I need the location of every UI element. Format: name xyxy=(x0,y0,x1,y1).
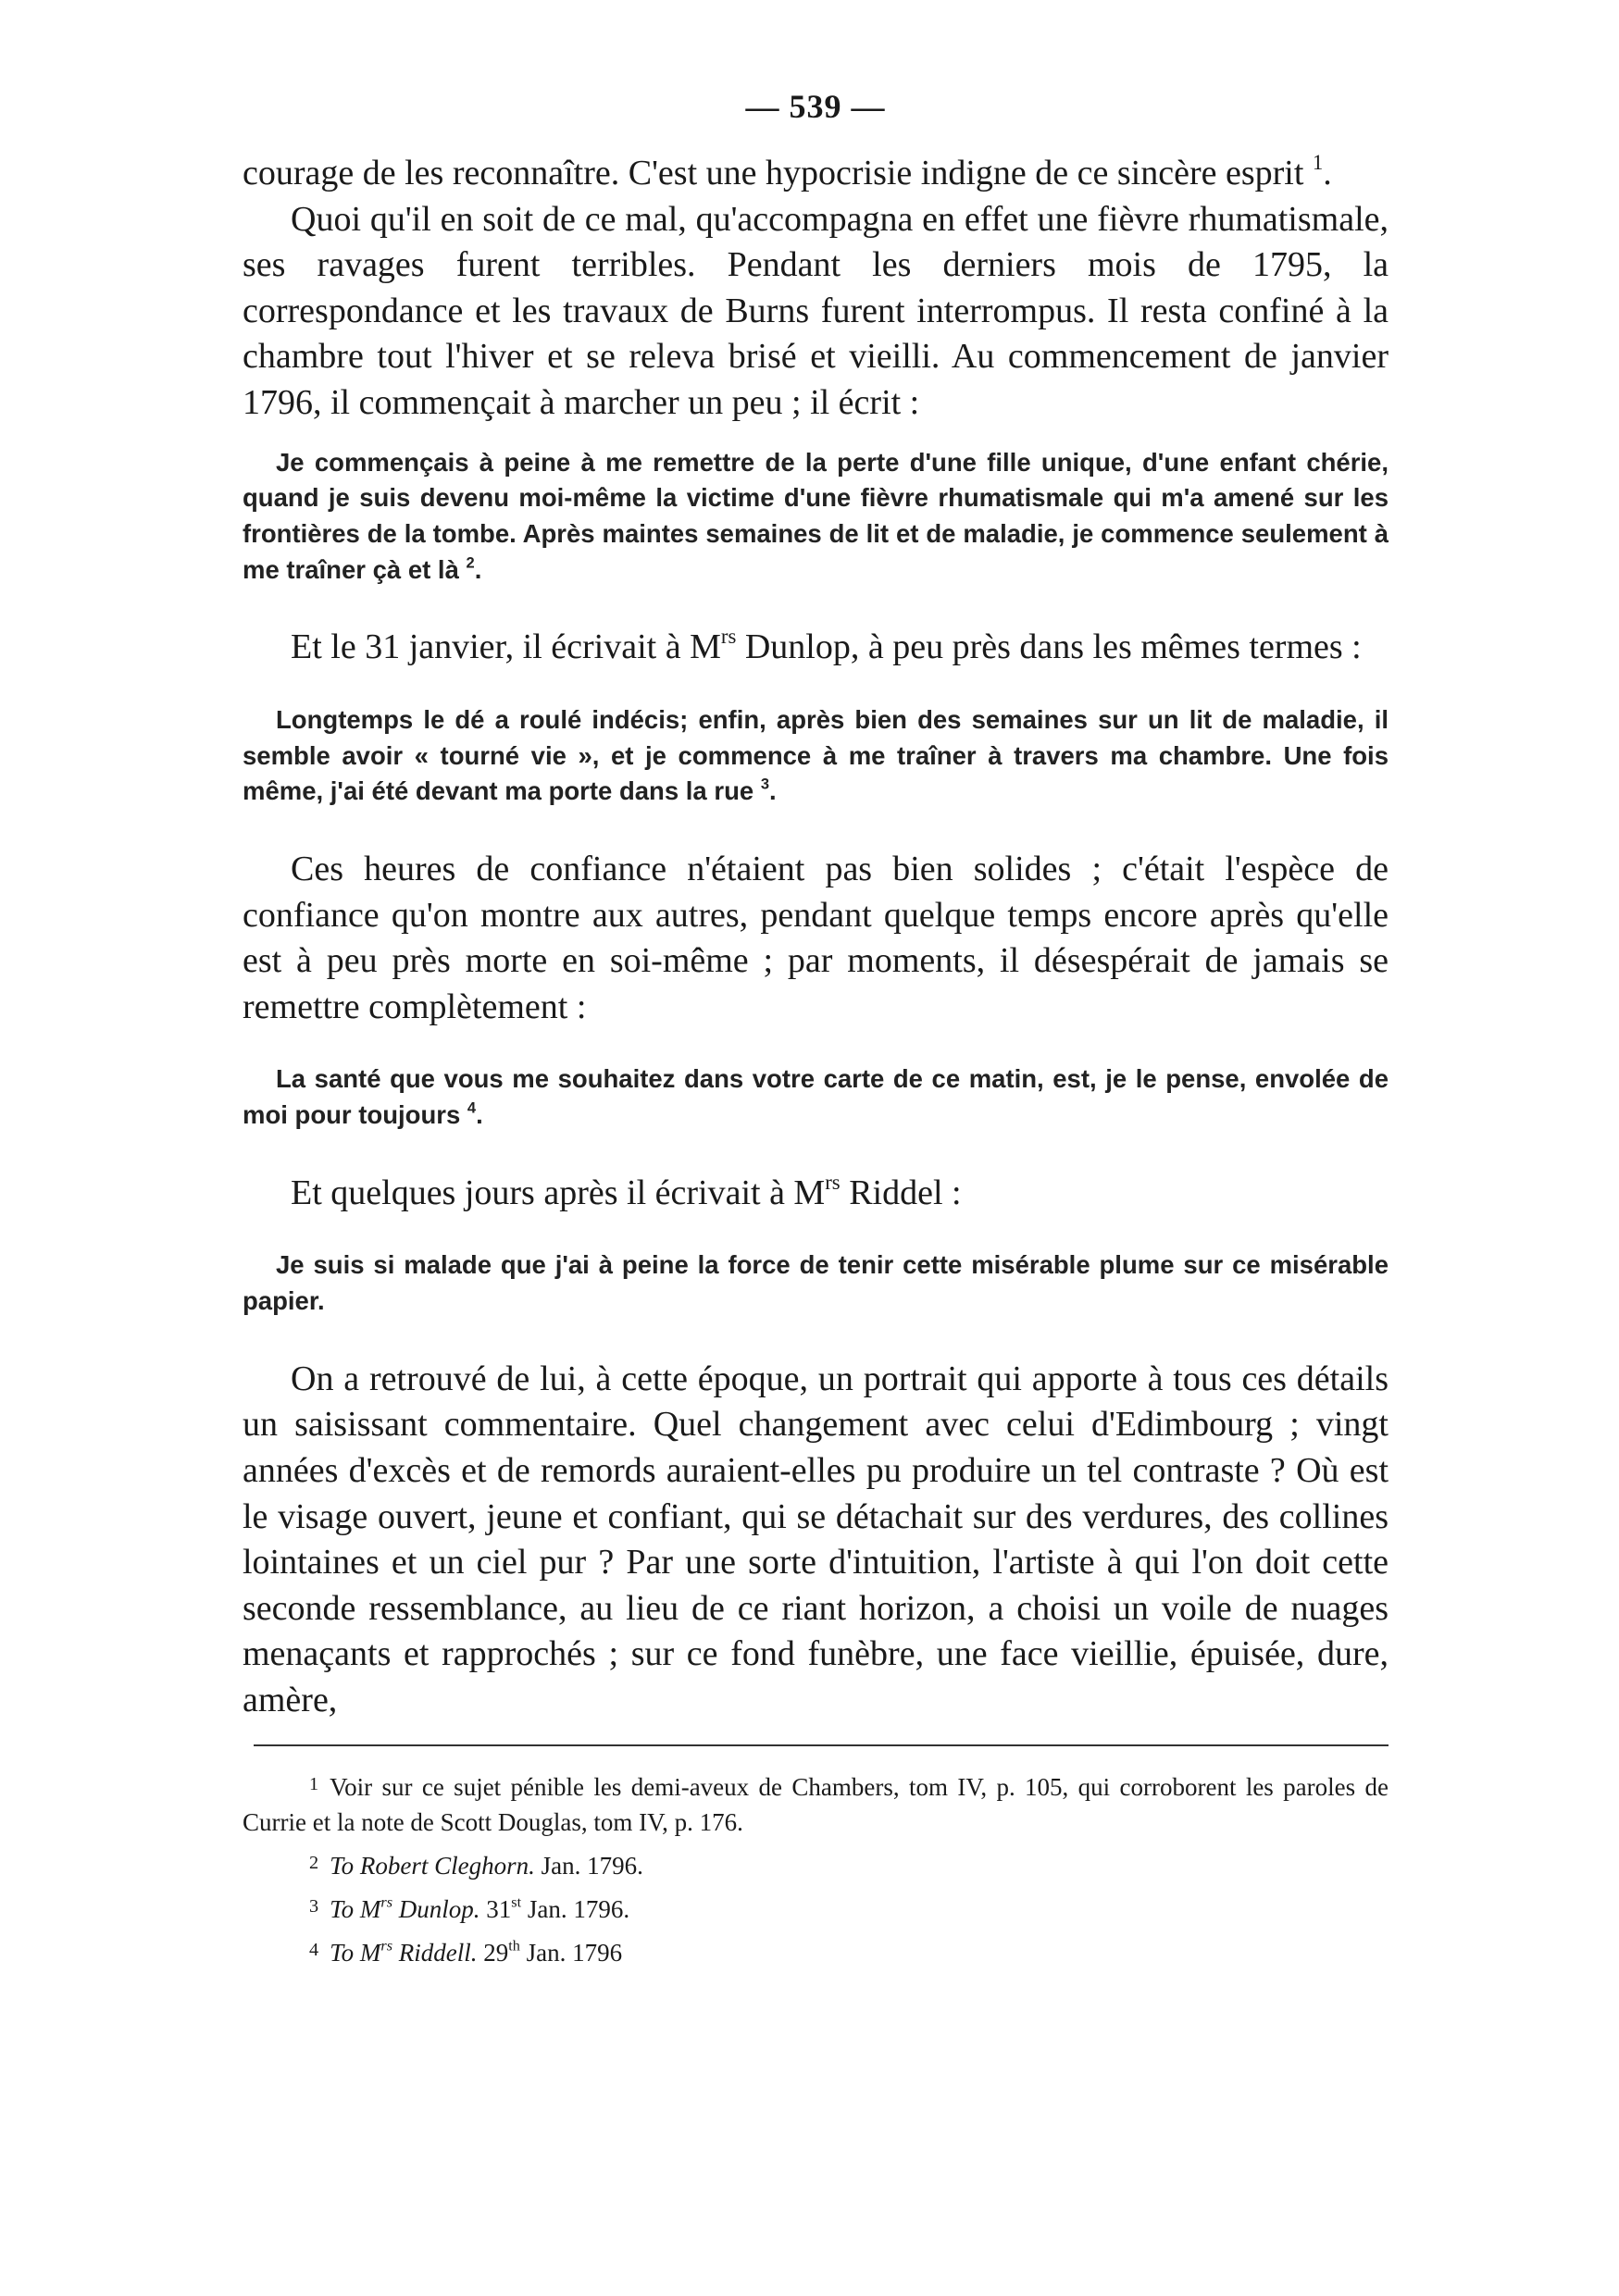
quote-3: La santé que vous me souhaitez dans votre carte de ce matin, est, je le pense, envolée de moi pour toujours $^4$. xyxy=(243,1064,1389,1130)
paragraph-3-text-b: Dunlop, à peu près dans les mêmes termes : xyxy=(736,627,1362,667)
footnote-2 xyxy=(243,1845,1389,1883)
footnote-2-title: To Robert Cleghorn. xyxy=(330,1851,535,1880)
footnote-ref-1: 1 xyxy=(1312,151,1324,175)
quote-1: Je commençais à peine à me remettre de la perte d'une fille unique, d'une enfant chérie, quand je suis devenu moi-même la victime d'une fièvre rhumatismale qui m'a amené sur les frontières de la tombe. Après maintes semaines de lit et de maladie, je commence seulement à me traîner çà et là $^2$. xyxy=(243,447,1389,584)
quote-3-text: La santé que vous me souhaitez dans votre carte de ce matin, est, je le pense, envolée de moi pour toujours xyxy=(243,1064,1389,1130)
quote-4: Je suis si malade que j'ai à peine la force de tenir cette misérable plume sur ce misérable papier. xyxy=(243,1250,1389,1316)
paragraph-3-text-a: Et le 31 janvier, il écrivait à M xyxy=(291,627,721,667)
paragraph-5-sup: rs xyxy=(825,1170,841,1194)
footnote-1 xyxy=(243,1767,1389,1840)
paragraph-3-sup: rs xyxy=(720,625,737,649)
footnote-ref-2: 2 xyxy=(466,554,475,572)
footnote-3-title-b: Dunlop. xyxy=(392,1894,480,1923)
footnote-4-date-sup: th xyxy=(508,1937,520,1955)
footnote-1-number: 1 xyxy=(309,1773,319,1794)
footnotes xyxy=(243,1767,1389,1970)
footnote-3-date-sup: st xyxy=(511,1893,522,1911)
paragraph-2: Quoi qu'il en soit de ce mal, qu'accompagna en effet une fièvre rhumatismale, ses ravages furent terribles. Pendant les derniers mois de 1795, la correspondance et les travaux de Burns furent interrompus. Il resta confiné à la chambre tout l'hiver et se releva brisé et vieilli. Au commencement de janvier 1796, il commençait à marcher un peu ; il écrit : xyxy=(243,199,1389,422)
footnote-4-title xyxy=(330,1939,477,1967)
footnote-3-date xyxy=(486,1895,629,1923)
paragraph-5-text-b: Riddel : xyxy=(840,1173,962,1212)
paragraph-1-text: courage de les reconnaître. C'est une hypocrisie indigne de ce sincère esprit xyxy=(243,154,1304,192)
footnote-4-date xyxy=(483,1939,622,1967)
footnote-1-text: Voir sur ce sujet pénible les demi-aveux de Chambers, tom IV, p. 105, qui corroborent les paroles de Currie et la note de Scott Douglas, tom IV, p. 176. xyxy=(243,1772,1389,1836)
footnote-4-date-b: Jan. 1796 xyxy=(519,1938,623,1967)
quote-2: Longtemps le dé a roulé indécis; enfin, après bien des semaines sur un lit de maladie, il semble avoir « tourné vie », et je commence à me traîner à travers ma chambre. Une fois même, j'ai été devant ma porte dans la rue $^3$. xyxy=(243,704,1389,806)
footnote-3 xyxy=(243,1889,1389,1927)
paragraph-4: Ces heures de confiance n'étaient pas bien solides ; c'était l'espèce de confiance qu'on montre aux autres, pendant quelque temps encore après qu'elle est à peu près morte en soi-même ; par moments, il désespérait de jamais se remettre complètement : xyxy=(243,850,1389,1026)
book-page xyxy=(243,88,1389,1976)
footnote-3-title-sup: rs xyxy=(380,1893,393,1911)
footnote-4-date-a: 29 xyxy=(483,1938,509,1967)
paragraph-3 xyxy=(243,625,1389,671)
footnote-3-number: 3 xyxy=(309,1895,319,1917)
paragraph-5 xyxy=(243,1171,1389,1217)
footnote-3-date-b: Jan. 1796. xyxy=(521,1894,630,1923)
footnote-divider xyxy=(254,1744,1389,1746)
footnote-ref-3: 3 xyxy=(760,776,769,793)
quote-1-text: Je commençais à peine à me remettre de la perte d'une fille unique, d'une enfant chérie, quand je suis devenu moi-même la victime d'une fièvre rhumatismale qui m'a amené sur les frontières de la tombe. Après maintes semaines de lit et de maladie, je commence seulement à me traîner çà et là xyxy=(243,447,1389,584)
footnote-4-title-a: To M xyxy=(330,1938,381,1967)
footnote-4-number: 4 xyxy=(309,1939,319,1960)
footnote-ref-4: 4 xyxy=(467,1099,477,1117)
footnote-4-title-b: Riddell. xyxy=(392,1938,478,1967)
footnote-3-title-a: To M xyxy=(330,1894,381,1923)
paragraph-1: courage de les reconnaître. C'est une hypocrisie indigne de ce sincère esprit $^1$. xyxy=(243,151,1332,192)
footnote-2-date: Jan. 1796. xyxy=(541,1851,643,1880)
page-number: — 539 — xyxy=(745,88,886,125)
paragraph-5-text-a: Et quelques jours après il écrivait à M xyxy=(291,1173,826,1212)
footnote-2-number: 2 xyxy=(309,1852,319,1873)
paragraph-6: On a retrouvé de lui, à cette époque, un portrait qui apporte à tous ces détails un saisissant commentaire. Quel changement avec celui d'Edimbourg ; vingt années d'excès et de remords auraient-elles pu produire un tel contraste ? Où est le visage ouvert, jeune et confiant, qui se détachait sur des verdures, des collines lointaines et un ciel pur ? Par une sorte d'intuition, l'artiste à qui l'on doit cette seconde ressemblance, au lieu de ce riant horizon, a choisi un voile de nuages menaçants et rapprochés ; sur ce fond funèbre, une face vieillie, épuisée, dure, amère, xyxy=(243,1359,1389,1720)
footnote-3-date-a: 31 xyxy=(486,1894,512,1923)
footnote-4 xyxy=(243,1932,1389,1970)
quote-2-text: Longtemps le dé a roulé indécis; enfin, après bien des semaines sur un lit de maladie, il semble avoir « tourné vie », et je commence à me traîner à travers ma chambre. Une fois même, j'ai été devant ma porte dans la rue xyxy=(243,704,1389,806)
footnote-4-title-sup: rs xyxy=(380,1937,393,1955)
footnote-3-title xyxy=(330,1895,479,1923)
